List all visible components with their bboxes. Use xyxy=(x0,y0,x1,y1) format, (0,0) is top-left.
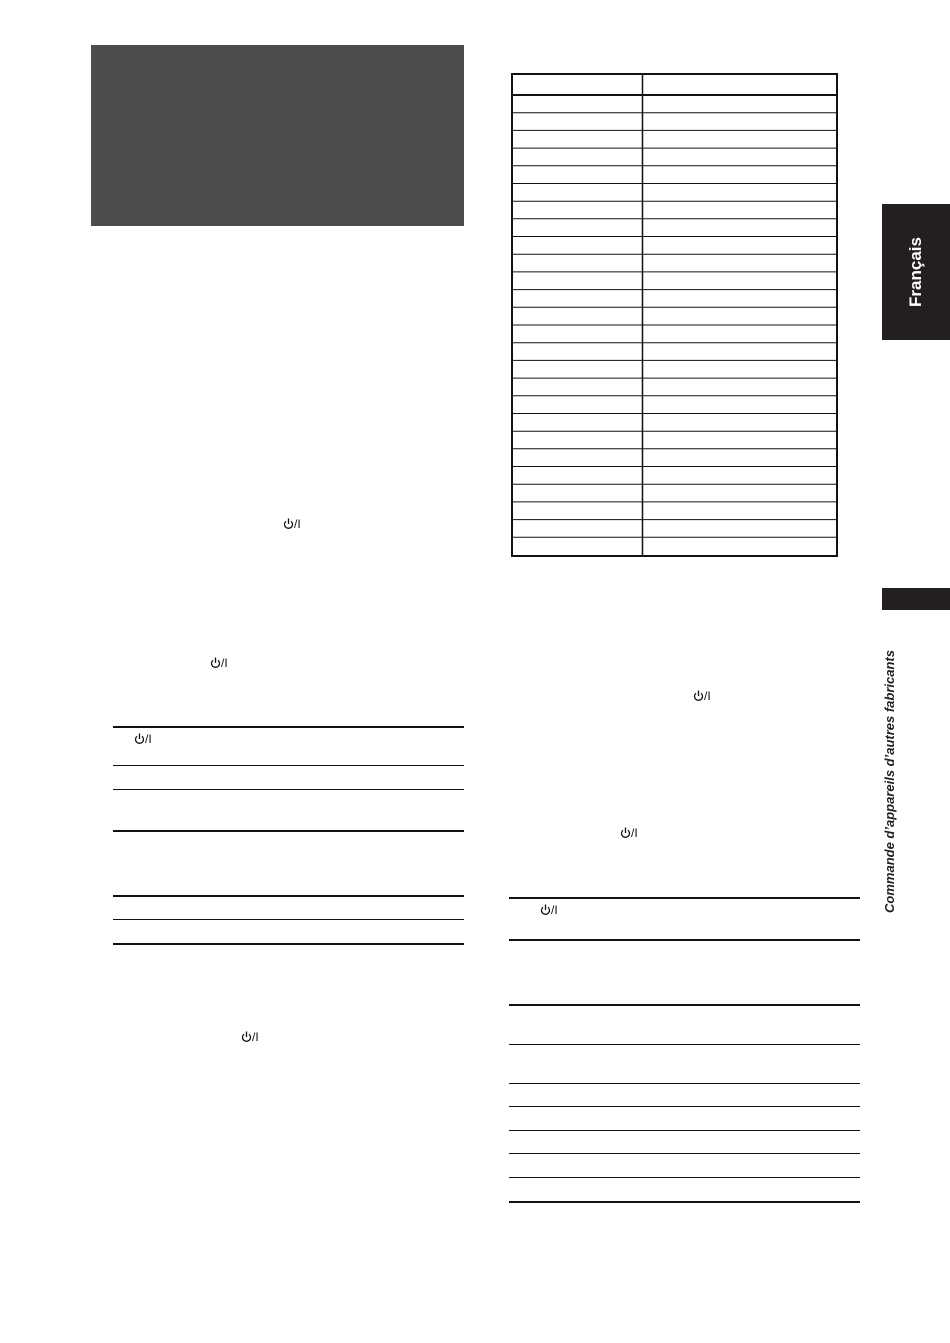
table-rule xyxy=(509,1004,860,1006)
power-standby-icon: /I xyxy=(134,733,152,745)
table-rule-bottom xyxy=(509,1201,860,1203)
table-rule-bottom xyxy=(113,830,464,832)
table-rule-top xyxy=(113,895,464,897)
section-caption-label: Commande d’appareils d’autres fabricants xyxy=(881,649,897,913)
table-rule xyxy=(509,1177,860,1178)
section-tab-marker xyxy=(882,588,950,610)
table-rule xyxy=(509,1130,860,1131)
power-standby-icon: /I xyxy=(620,827,638,839)
power-standby-icon: /I xyxy=(693,690,711,702)
power-standby-icon: /I xyxy=(210,657,228,669)
power-standby-icon: /I xyxy=(283,518,301,530)
section-caption xyxy=(878,620,900,942)
table-rule-bottom xyxy=(113,943,464,945)
table-rule xyxy=(509,1106,860,1107)
code-table xyxy=(511,73,838,557)
language-tab xyxy=(882,204,950,340)
header-block xyxy=(91,45,464,226)
table-rule xyxy=(509,1153,860,1154)
table-rule-top xyxy=(509,897,860,899)
table-rule xyxy=(509,1083,860,1084)
table-rule-top xyxy=(113,726,464,728)
power-standby-icon: /I xyxy=(540,904,558,916)
table-rule xyxy=(113,789,464,790)
table-rule xyxy=(509,1044,860,1045)
table-rule xyxy=(113,765,464,766)
language-tab-label: Français xyxy=(906,237,925,307)
power-standby-icon: /I xyxy=(241,1031,259,1043)
code-table-grid xyxy=(513,75,836,555)
table-rule xyxy=(509,939,860,941)
table-rule xyxy=(113,919,464,920)
